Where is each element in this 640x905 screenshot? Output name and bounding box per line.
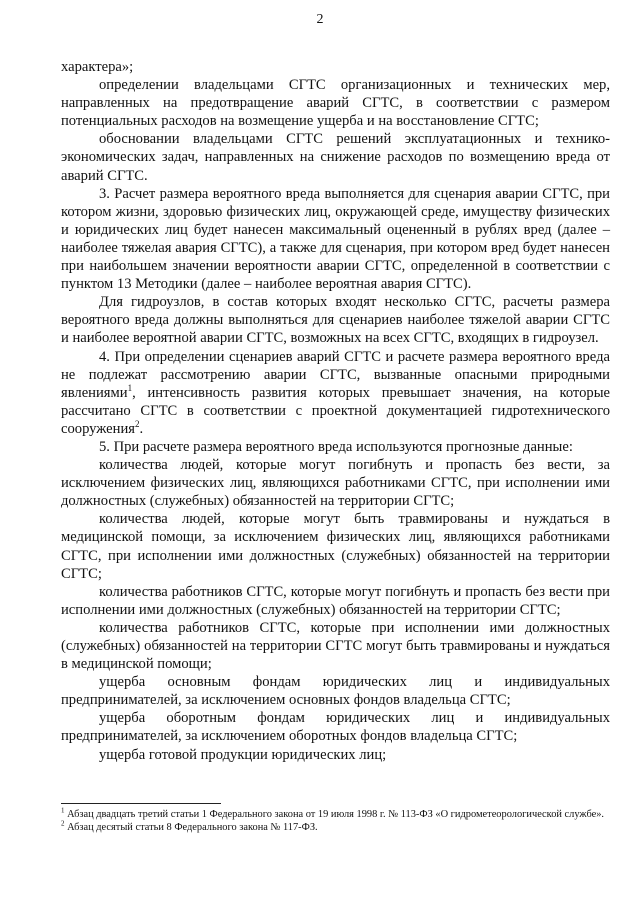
document-body xyxy=(61,58,610,764)
list-item: ущерба основным фондам юридических лиц и индивидуальных предпринимателей, за исключением основных фондов владельца СГТС; xyxy=(61,674,610,709)
list-item: количества людей, которые могут погибнуть и пропасть без вести, за исключением физических лиц, являющихся работниками СГТС, при исполнении ими должностных (служебных) обязанностей на территории СГТС; xyxy=(61,457,610,510)
paragraph-item-5: 5. При расчете размера вероятного вреда используются прогнозные данные: xyxy=(99,438,573,455)
paragraph-hydro-nodes: Для гидроузлов, в состав которых входят несколько СГТС, расчеты размера вероятного вреда должны выполняться для сценариев наиболее тяжелой аварии СГТС и наиболее вероятной аварии СГТС, возможных на всех СГТС, входящих в гидроузел. xyxy=(61,294,610,347)
footnote-2 xyxy=(61,821,610,834)
footnote-text: Абзац двадцать третий статьи 1 Федерального закона от 19 июля 1998 г. № 113-ФЗ «О гидрометеорологической службе». xyxy=(64,809,604,820)
list-item: ущерба оборотным фондам юридических лиц и индивидуальных предпринимателей, за исключением оборотных фондов владельца СГТС; xyxy=(61,710,610,745)
footnote-ref-1: 1 xyxy=(127,382,133,393)
footnote-mark: 2 xyxy=(61,819,65,828)
footnote-1 xyxy=(61,808,610,821)
list-item: ущерба готовой продукции юридических лиц; xyxy=(99,746,387,763)
paragraph-item-4 xyxy=(61,348,610,438)
footnote-ref-2: 2 xyxy=(134,419,140,430)
list-item: количества людей, которые могут быть травмированы и нуждаться в медицинской помощи, за исключением физических лиц, являющихся работниками СГТС, при исполнении ими должностных (служебных) обязанностей на территории СГТС; xyxy=(61,511,610,582)
paragraph-continuation: характера»; xyxy=(61,59,134,75)
footnotes xyxy=(61,808,610,834)
list-item: количества работников СГТС, которые могут погибнуть и пропасть без вести при исполнении ими должностных (служебных) обязанностей на территории СГТС; xyxy=(61,583,610,618)
paragraph-owner-decisions: обосновании владельцами СГТС решений эксплуатационных и технико-экономических задач, направленных на снижение расходов по возмещению вреда от аварий СГТС. xyxy=(61,131,610,184)
list-item: количества работников СГТС, которые при исполнении ими должностных (служебных) обязанностей на территории СГТС могут быть травмированы и нуждаться в медицинской помощи; xyxy=(61,619,610,673)
paragraph-item-4-text-b: , интенсивность развития которых превышает значения, на которые рассчитано СГТС в соответствии с проектной документацией гидротехнического сооружения xyxy=(61,384,610,437)
page-number: 2 xyxy=(316,12,324,27)
footnote-divider xyxy=(61,803,221,804)
footnote-text: Абзац десятый статьи 8 Федерального закона № 117-ФЗ. xyxy=(64,822,318,833)
paragraph-item-4-text-c: . xyxy=(139,420,144,437)
footnote-mark: 1 xyxy=(61,806,65,815)
paragraph-item-3: 3. Расчет размера вероятного вреда выполняется для сценария аварии СГТС, при котором жизни, здоровью физических лиц, окружающей среде, имуществу физических и юридических лиц будет нанесен максимальный оцененный в рублях вред (далее – наиболее тяжелая авария СГТС), а также для сценария, при котором вред будет нанесен при наибольшем значении вероятности аварии СГТС, определенной в соответствии с пунктом 13 Методики (далее – наиболее вероятная авария СГТС). xyxy=(61,185,610,293)
paragraph-item-4-text-a: 4. При определении сценариев аварий СГТС и расчете размера вероятного вреда не подлежат рассмотрению аварии СГТС, вызванные опасными природными явлениями xyxy=(61,348,610,401)
paragraph-owner-measures: определении владельцами СГТС организационных и технических мер, направленных на предотвращение аварий СГТС, в соответствии с размером потенциальных расходов на возмещение ущерба и на восстановление СГТС; xyxy=(61,77,610,130)
